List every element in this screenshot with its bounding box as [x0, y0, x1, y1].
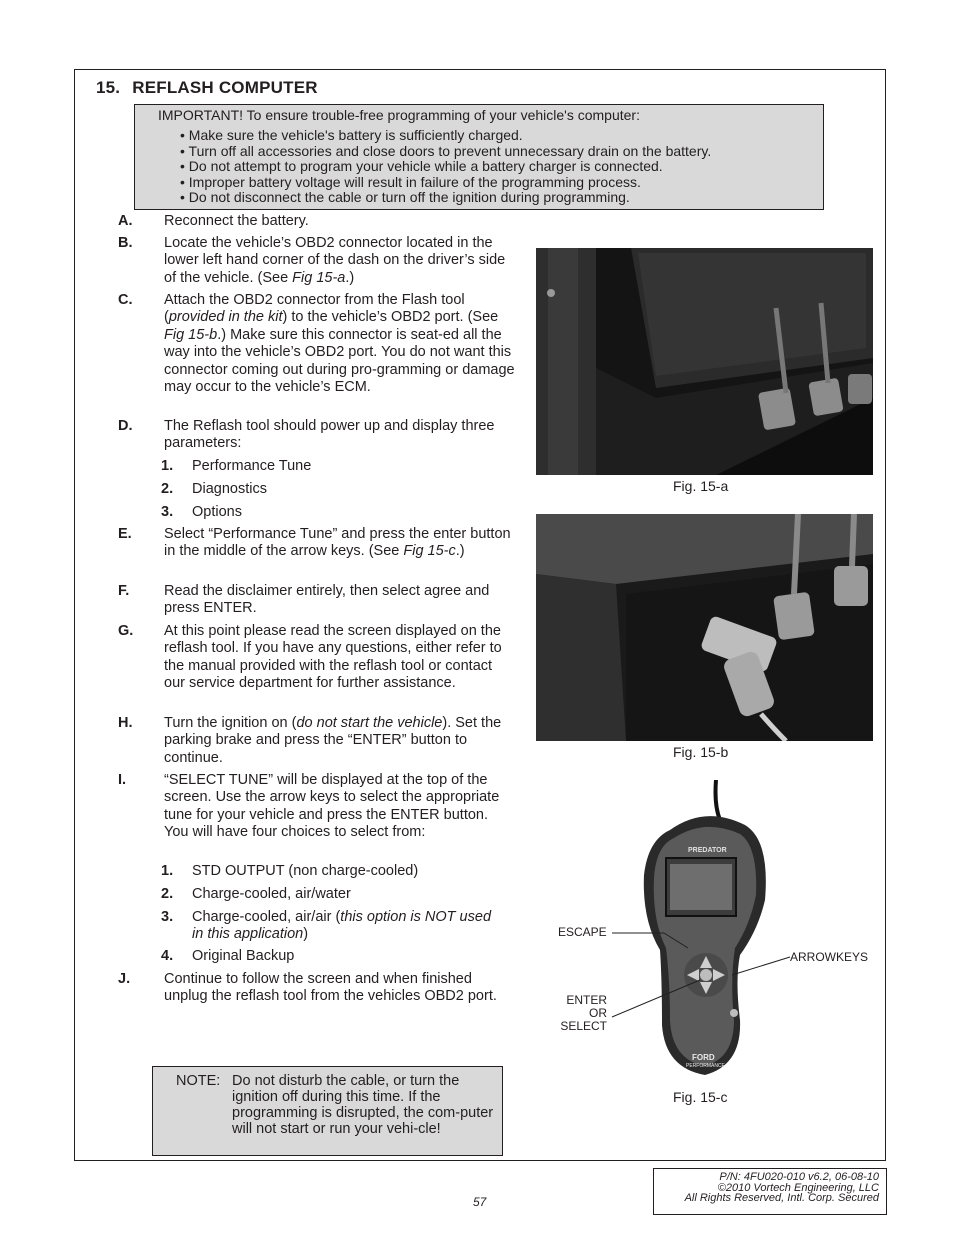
important-lead: IMPORTANT! To ensure trouble-free programming of your vehicle's computer: [158, 107, 640, 123]
device-brand-sub: PERFORMANCE [686, 1063, 725, 1069]
step-letter: B. [118, 235, 133, 251]
figure-caption-b: Fig. 15-b [673, 744, 729, 760]
step-letter: J. [118, 971, 131, 987]
callout-enter-or-select: ENTER OR SELECT [560, 993, 607, 1033]
section-number: 15. [96, 78, 121, 97]
figure-caption-c: Fig. 15-c [673, 1089, 728, 1105]
section-title: REFLASH COMPUTER [132, 78, 318, 97]
step-text: “SELECT TUNE” will be displayed at the top of the screen. Use the arrow keys to select the appropriate tune for your vehicle and press the ENTER button. You will have four choices to select from: [164, 772, 500, 841]
footer-copyright: ©2010 Vortech Engineering, LLC [717, 1181, 879, 1194]
important-bullet: • Improper battery voltage will result in failure of the programming process. [180, 173, 641, 190]
step-letter: E. [118, 526, 132, 542]
step-text: At this point please read the screen displayed on the reflash tool. If you have any questions, either refer to the manual provided with the reflash tool or contact our service department for further assistance. [164, 623, 502, 692]
callout-arrowkeys: ARROWKEYS [790, 950, 869, 964]
step-letter: D. [118, 418, 133, 434]
step-text: Select “Performance Tune” and press the enter button in the middle of the arrow keys. (See Fig 15-c.) [164, 526, 511, 560]
important-bullet: • Do not attempt to program your vehicle while a battery charger is connected. [180, 158, 663, 175]
important-bullet: • Make sure the vehicle's battery is sufficiently charged. [180, 127, 523, 143]
note-label: NOTE: [176, 1073, 221, 1089]
page-number: 57 [473, 1195, 487, 1209]
device-brand-top: PREDATOR [688, 847, 727, 854]
step-letter: A. [118, 213, 133, 229]
step-text: The Reflash tool should power up and display three parameters: [164, 418, 495, 452]
important-bullet: • Turn off all accessories and close doors to prevent unnecessary drain on the battery. [180, 142, 712, 159]
step-text: Read the disclaimer entirely, then select agree and press ENTER. [164, 583, 490, 617]
step-letter: C. [118, 292, 133, 308]
step-text: Reconnect the battery. [164, 213, 309, 229]
callout-escape: ESCAPE [558, 925, 607, 939]
step-letter: I. [118, 772, 127, 788]
important-bullet: • Do not disconnect the cable or turn off the ignition during programming. [180, 189, 630, 206]
step-text: Turn the ignition on (do not start the vehicle). Set the parking brake and press the “ENTER” button to continue. [164, 715, 502, 766]
step-letter: H. [118, 715, 133, 731]
footer-rights: All Rights Reserved, Intl. Corp. Secured [684, 1192, 879, 1204]
footer-part-number: P/N: 4FU020-010 v6.2, 06-08-10 [719, 1171, 879, 1183]
step-text: Locate the vehicle’s OBD2 connector located in the lower left hand corner of the dash on the driver’s side of the vehicle. (See Fig 15-a.) [164, 235, 506, 286]
step-text: Attach the OBD2 connector from the Flash tool (provided in the kit) to the vehicle’s OBD2 port. (See Fig 15-b.) Make sure this connector is seat-ed all the way into the vehicle’s OBD2 port. You do not want this connector coming out during pro-gramming or damage may occur to the vehicle’s ECM. [164, 292, 515, 396]
figure-caption-a: Fig. 15-a [673, 478, 729, 494]
device-brand-bottom: FORD [692, 1053, 715, 1062]
step-letter: F. [118, 583, 130, 599]
note-text: Do not disturb the cable, or turn the ignition off during this time. If the programming is disrupted, the com-puter will not start or run your vehi-cle! [232, 1073, 494, 1137]
step-letter: G. [118, 623, 134, 639]
step-text: Continue to follow the screen and when finished unplug the reflash tool from the vehicles OBD2 port. [164, 971, 497, 1005]
footer-box [653, 1168, 887, 1215]
